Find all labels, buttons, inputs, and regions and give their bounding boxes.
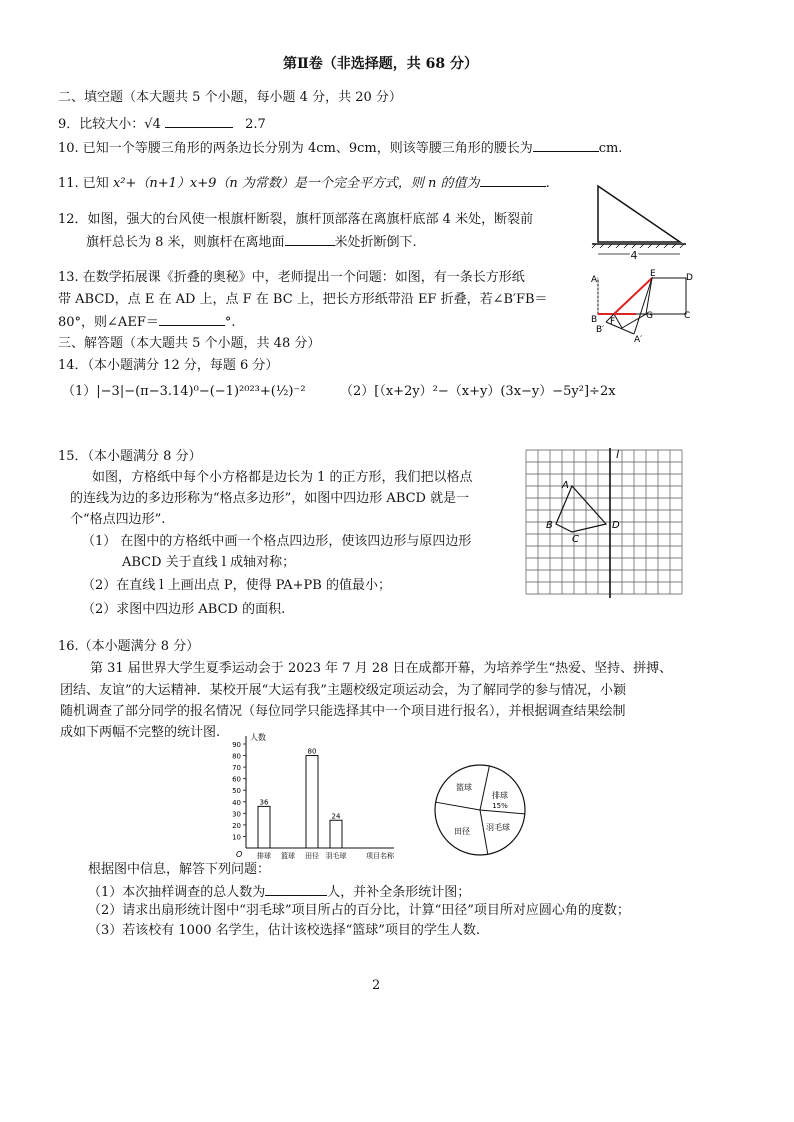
- q10-unit: cm.: [598, 141, 623, 156]
- answer-blank[interactable]: [159, 311, 225, 326]
- y-tick-label: 60: [232, 775, 241, 784]
- q11-lead: 11. 已知: [58, 176, 113, 191]
- question-14-part2: （2）[（x+2y）²−（x+y）(3x−y）−5y²]÷2x: [340, 384, 616, 399]
- label-b-prime: B′: [596, 325, 605, 335]
- dimension-label: 4: [630, 249, 638, 262]
- label-d: D: [686, 273, 693, 283]
- pie-slice-percent: 15%: [492, 802, 508, 810]
- label-c: C: [684, 311, 691, 321]
- question-16-sub1: [88, 881, 470, 903]
- pie-chart: [430, 760, 530, 860]
- q9-value: 2.7: [245, 117, 266, 132]
- y-tick-label: 30: [232, 810, 241, 819]
- pie-slice-label: 篮球: [456, 783, 472, 792]
- quadrilateral-abcd: [556, 486, 606, 532]
- q12-text-a: 旗杆总长为 8 米，则旗杆在离地面: [86, 235, 285, 250]
- label-e: E: [650, 269, 656, 279]
- question-12-line1: 12．如图，强大的台风使一根旗杆断裂，旗杆顶部落在离旗杆底部 4 米处，断裂前: [58, 212, 534, 227]
- question-15-line2: 的连线为边的多边形称为“格点多边形”，如图中四边形 ABCD 就是一: [70, 491, 470, 506]
- triangle-shape: [598, 186, 680, 242]
- question-14-heading: 14．（本小题满分 12 分，每题 6 分）: [58, 358, 279, 373]
- page-title: 第Ⅱ卷（非选择题，共 68 分）: [283, 56, 479, 72]
- pie-slice-label: 排球: [492, 791, 508, 800]
- label-d: D: [612, 520, 620, 531]
- bar: [258, 806, 270, 848]
- flagpole-figure: [590, 180, 690, 262]
- q13-text-b: °.: [224, 315, 236, 330]
- question-16-sub3: （3）若该校有 1000 名学生，估计该校选择“篮球”项目的学生人数.: [88, 923, 481, 938]
- q11-end: .: [545, 176, 550, 191]
- answer-blank[interactable]: [533, 137, 599, 152]
- question-15-sub1a: （1） 在图中的方格纸中画一个格点四边形，使该四边形与原四边形: [82, 534, 472, 549]
- answer-blank[interactable]: [285, 231, 335, 246]
- question-15-sub1b: ABCD 关于直线 l 成轴对称；: [122, 555, 296, 570]
- q9-expr: √4: [144, 117, 161, 132]
- question-11: [58, 172, 550, 194]
- question-15-line3: 个“格点四边形”.: [70, 512, 166, 527]
- bar-chart-marks: [257, 748, 347, 860]
- pie-slice-label: 羽毛球: [486, 823, 510, 832]
- question-16-heading: 16.（本小题满分 8 分）: [58, 639, 200, 654]
- bar-chart: [220, 730, 400, 862]
- question-16-para2: 团结、友谊”的大运精神．某校开展“大运有我”主题校级定项运动会，为了解同学的参与情况，小颖: [60, 683, 626, 698]
- q9-number: 9．比较大小：: [58, 117, 145, 132]
- y-tick-label: 40: [232, 798, 241, 807]
- question-16-para3: 随机调查了部分同学的报名情况（每位同学只能选择其中一个项目进行报名），并根据调查结果绘制: [60, 704, 626, 719]
- bar: [306, 756, 318, 848]
- y-tick-label: 70: [232, 764, 241, 773]
- question-16-sub2: （2）请求出扇形统计图中“羽毛球”项目所占的百分比，计算“田径”项目所对应圆心角的度数；: [88, 903, 630, 918]
- answer-blank[interactable]: [265, 881, 327, 896]
- folding-figure: [588, 268, 698, 346]
- q12-text-b: 米处折断倒下.: [334, 235, 417, 250]
- bar: [330, 820, 342, 848]
- label-b: B: [546, 520, 553, 531]
- label-f: F: [610, 317, 616, 327]
- q16-sub1-b: 人，并补全条形统计图；: [327, 885, 471, 900]
- answer-blank[interactable]: [480, 172, 546, 187]
- label-a: A: [562, 480, 569, 491]
- question-15-line1: 如图，方格纸中每个小方格都是边长为 1 的正方形，我们把以格点: [92, 470, 473, 485]
- q11-expr: x²+（n+1）x+9（n 为常数）是一个完全平方式，则 n 的值为: [112, 176, 480, 191]
- grid-figure: [520, 446, 690, 600]
- y-tick-label: 90: [232, 741, 241, 749]
- bar-value-label: 36: [259, 798, 269, 807]
- bar-value-label: 80: [307, 747, 317, 756]
- label-g: G: [646, 311, 653, 321]
- pie-slice-label: 田径: [454, 827, 470, 836]
- pie-chart-marks: [435, 765, 525, 855]
- question-15-sub3: （2）求图中四边形 ABCD 的面积.: [82, 602, 286, 617]
- question-15-sub2: （2）在直线 l 上画出点 P，使得 PA+PB 的值最小；: [82, 578, 391, 593]
- bar-value-label: 24: [331, 812, 341, 821]
- question-13-line1: 13. 在数学拓展课《折叠的奥秘》中，老师提出一个问题：如图，有一条长方形纸: [58, 270, 525, 285]
- q16-sub1-a: （1）本次抽样调查的总人数为: [88, 885, 266, 900]
- label-a-prime: A′: [634, 335, 643, 345]
- x-tick-label: 羽毛球: [325, 852, 347, 860]
- x-tick-label: 田径: [305, 852, 319, 860]
- question-14-part1: （1）|−3|−(π−3.14)⁰−(−1)²⁰²³+(½)⁻²: [62, 384, 306, 399]
- question-15-heading: 15．（本小题满分 8 分）: [58, 449, 202, 464]
- question-16-para1: 第 31 届世界大学生夏季运动会于 2023 年 7 月 28 日在成都开幕，为培养学生“热爱、坚持、拼搏、: [90, 661, 673, 676]
- y-tick-label: 80: [232, 752, 241, 761]
- section-heading-solutions: 三、解答题（本大题共 5 个小题，共 48 分）: [58, 336, 321, 351]
- label-l: l: [616, 448, 620, 461]
- page-number: 2: [372, 978, 381, 993]
- label-a: A: [591, 275, 598, 285]
- y-tick-label: 20: [232, 821, 241, 830]
- q10-text: 10. 已知一个等腰三角形的两条边长分别为 4cm、9cm，则该等腰三角形的腰长为: [58, 141, 533, 156]
- answer-blank[interactable]: [165, 113, 233, 128]
- x-tick-label: 篮球: [281, 852, 295, 860]
- question-9: [58, 113, 266, 135]
- y-axis-label: 人数: [250, 733, 266, 742]
- question-10: [58, 137, 622, 159]
- label-c: C: [572, 534, 579, 545]
- y-tick-label: 10: [232, 833, 241, 842]
- origin-label: O: [236, 850, 243, 859]
- question-13-line3: [58, 311, 235, 333]
- section-heading-fill-in: 二、填空题（本大题共 5 个小题，每小题 4 分，共 20 分）: [58, 90, 402, 105]
- label-b: B: [591, 315, 598, 325]
- q13-text-a: 80°，则∠AEF＝: [58, 315, 159, 330]
- question-12-line2: [86, 231, 417, 253]
- question-16-para4: 成如下两幅不完整的统计图.: [60, 725, 221, 740]
- question-16-after: 根据图中信息，解答下列问题：: [88, 862, 271, 877]
- x-tick-label: 排球: [257, 852, 271, 860]
- y-tick-label: 50: [232, 787, 241, 796]
- x-axis-label: 项目名称: [366, 852, 394, 860]
- question-13-line2: 带 ABCD，点 E 在 AD 上，点 F 在 BC 上，把长方形纸带沿 EF 折叠，若∠B′FB＝: [58, 292, 548, 307]
